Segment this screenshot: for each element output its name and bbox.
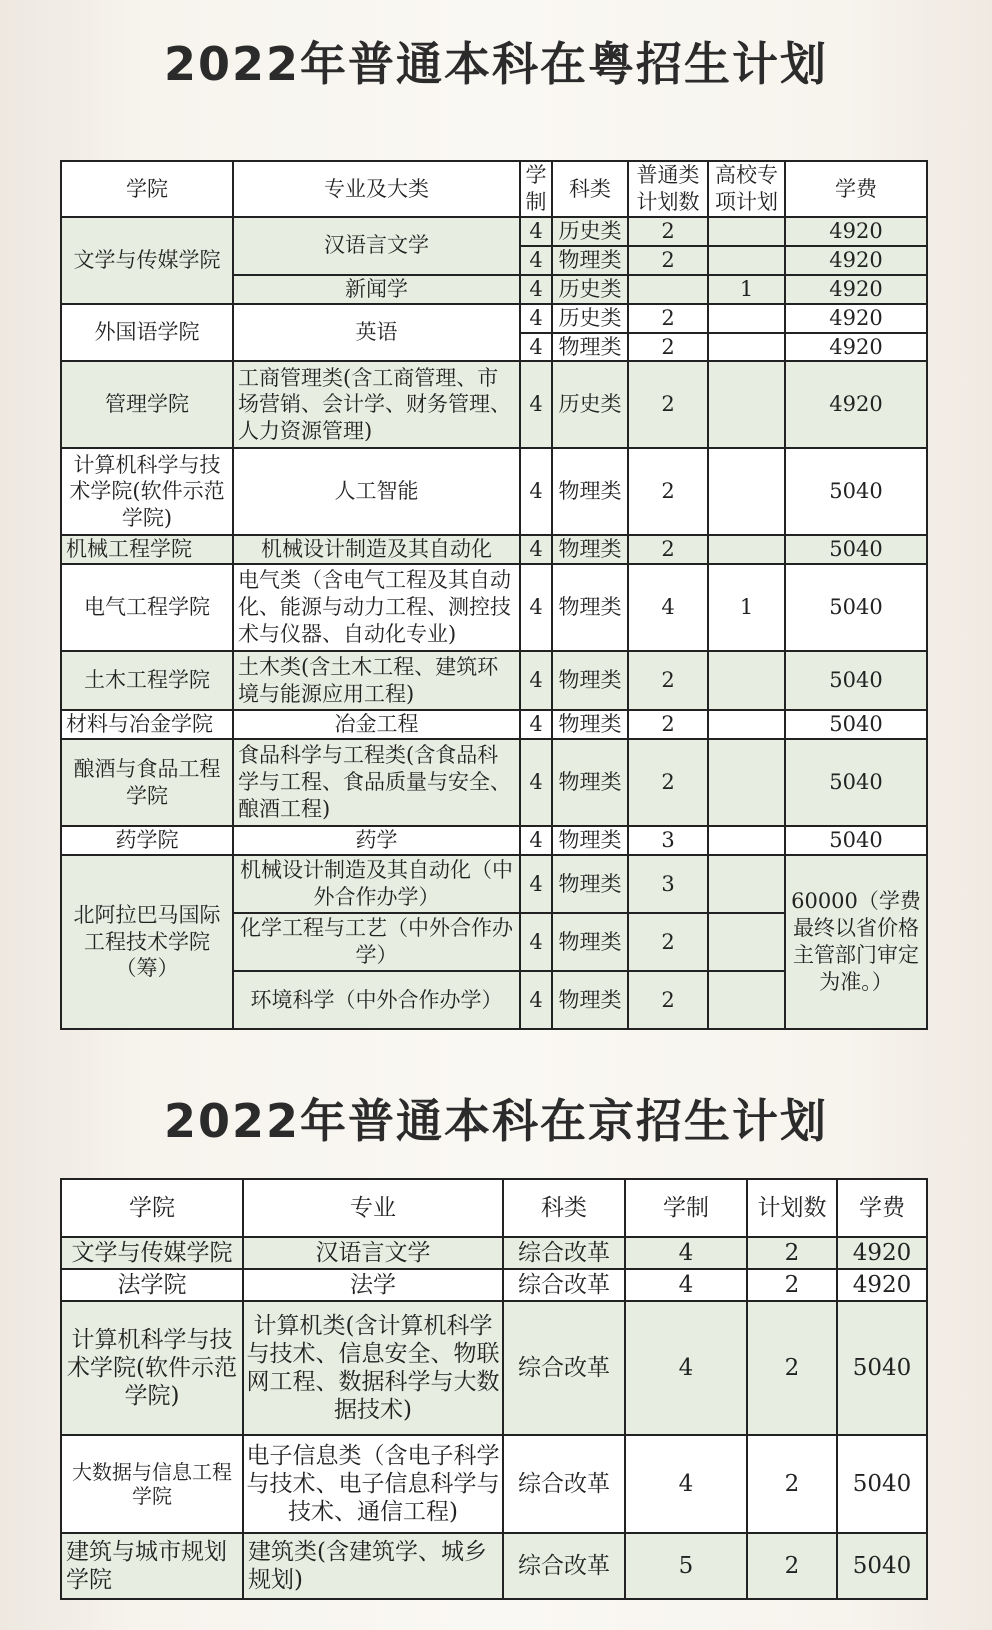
cell-general-plan (628, 275, 708, 304)
cell-special-plan (708, 971, 785, 1029)
header-major: 专业及大类 (233, 161, 520, 217)
table-row (61, 739, 927, 826)
cell-category: 历史类 (552, 304, 628, 333)
cell-category: 物理类 (552, 246, 628, 275)
table-row (61, 448, 927, 535)
cell-special-plan (708, 361, 785, 448)
cell-college: 土木工程学院 (61, 651, 233, 710)
cell-college: 文学与传媒学院 (61, 1237, 243, 1269)
cell-tuition: 5040 (837, 1533, 927, 1599)
header-general-plan: 普通类计划数 (628, 161, 708, 217)
cell-college: 酿酒与食品工程学院 (61, 739, 233, 826)
table-row (61, 710, 927, 739)
cell-category: 物理类 (552, 448, 628, 535)
guangdong-plan-title: 2022年普通本科在粤招生计划 (163, 37, 829, 91)
cell-college: 北阿拉巴马国际工程技术学院（筹） (61, 855, 233, 1029)
cell-years: 4 (520, 333, 552, 362)
cell-college: 法学院 (61, 1269, 243, 1301)
header-years: 学制 (625, 1179, 747, 1237)
cell-years: 4 (520, 217, 552, 246)
cell-tuition: 60000（学费最终以省价格主管部门审定为准。） (785, 855, 927, 1029)
cell-tuition: 5040 (785, 651, 927, 710)
cell-general-plan: 3 (628, 826, 708, 855)
cell-years: 4 (520, 275, 552, 304)
cell-major: 法学 (243, 1269, 503, 1301)
cell-major: 计算机类(含计算机科学与技术、信息安全、物联网工程、数据科学与大数据技术) (243, 1301, 503, 1435)
cell-plan: 2 (747, 1435, 837, 1533)
cell-plan: 2 (747, 1533, 837, 1599)
cell-major: 药学 (233, 826, 520, 855)
cell-years: 4 (520, 361, 552, 448)
table-row (61, 651, 927, 710)
cell-special-plan (708, 333, 785, 362)
cell-years: 4 (520, 739, 552, 826)
table-row (61, 1435, 927, 1533)
cell-category: 物理类 (552, 913, 628, 971)
cell-general-plan: 2 (628, 535, 708, 564)
cell-years: 4 (625, 1301, 747, 1435)
cell-general-plan: 2 (628, 217, 708, 246)
table-row (61, 304, 927, 333)
table-row (61, 361, 927, 448)
table-row (61, 855, 927, 913)
cell-tuition: 4920 (785, 333, 927, 362)
cell-tuition: 5040 (785, 710, 927, 739)
cell-special-plan (708, 651, 785, 710)
header-category: 科类 (552, 161, 628, 217)
cell-special-plan (708, 217, 785, 246)
cell-general-plan: 2 (628, 304, 708, 333)
cell-major: 英语 (233, 304, 520, 362)
cell-years: 4 (520, 246, 552, 275)
cell-major: 电气类（含电气工程及其自动化、能源与动力工程、测控技术与仪器、自动化专业) (233, 564, 520, 651)
cell-major: 土木类(含土木工程、建筑环境与能源应用工程) (233, 651, 520, 710)
cell-tuition: 5040 (785, 826, 927, 855)
cell-tuition: 5040 (837, 1435, 927, 1533)
table-row (61, 1533, 927, 1599)
cell-major: 食品科学与工程类(含食品科学与工程、食品质量与安全、酿酒工程) (233, 739, 520, 826)
cell-college: 机械工程学院 (61, 535, 233, 564)
cell-college: 计算机科学与技术学院(软件示范学院) (61, 448, 233, 535)
cell-years: 4 (520, 448, 552, 535)
cell-special-plan (708, 710, 785, 739)
table-row (61, 1269, 927, 1301)
cell-years: 4 (520, 651, 552, 710)
header-college: 学院 (61, 1179, 243, 1237)
cell-tuition: 4920 (785, 361, 927, 448)
cell-category: 综合改革 (503, 1435, 625, 1533)
beijing-plan-table (60, 1178, 928, 1600)
header-tuition: 学费 (837, 1179, 927, 1237)
cell-college: 外国语学院 (61, 304, 233, 362)
table-row (61, 1301, 927, 1435)
cell-years: 4 (520, 826, 552, 855)
cell-special-plan (708, 826, 785, 855)
cell-category: 物理类 (552, 710, 628, 739)
cell-major: 环境科学（中外合作办学） (233, 971, 520, 1029)
cell-category: 物理类 (552, 855, 628, 913)
cell-years: 4 (520, 855, 552, 913)
cell-category: 综合改革 (503, 1269, 625, 1301)
cell-college: 建筑与城市规划学院 (61, 1533, 243, 1599)
header-college: 学院 (61, 161, 233, 217)
cell-major: 人工智能 (233, 448, 520, 535)
cell-major: 电子信息类（含电子科学与技术、电子信息科学与技术、通信工程) (243, 1435, 503, 1533)
cell-college: 材料与冶金学院 (61, 710, 233, 739)
cell-category: 综合改革 (503, 1301, 625, 1435)
cell-years: 4 (625, 1435, 747, 1533)
cell-category: 物理类 (552, 651, 628, 710)
cell-years: 4 (520, 971, 552, 1029)
cell-tuition: 5040 (785, 739, 927, 826)
cell-major: 机械设计制造及其自动化 (233, 535, 520, 564)
cell-years: 5 (625, 1533, 747, 1599)
cell-category: 物理类 (552, 333, 628, 362)
cell-special-plan (708, 246, 785, 275)
cell-college: 电气工程学院 (61, 564, 233, 651)
cell-general-plan: 2 (628, 448, 708, 535)
header-years: 学制 (520, 161, 552, 217)
cell-category: 物理类 (552, 826, 628, 855)
header-category: 科类 (503, 1179, 625, 1237)
header-major: 专业 (243, 1179, 503, 1237)
cell-tuition: 5040 (837, 1301, 927, 1435)
cell-tuition: 4920 (785, 304, 927, 333)
cell-major: 汉语言文学 (233, 217, 520, 275)
cell-tuition: 4920 (837, 1237, 927, 1269)
table-row (61, 1237, 927, 1269)
cell-tuition: 4920 (785, 246, 927, 275)
cell-tuition: 5040 (785, 535, 927, 564)
cell-category: 物理类 (552, 739, 628, 826)
cell-college: 文学与传媒学院 (61, 217, 233, 304)
cell-category: 综合改革 (503, 1237, 625, 1269)
cell-general-plan: 2 (628, 651, 708, 710)
cell-category: 历史类 (552, 361, 628, 448)
header-plan: 计划数 (747, 1179, 837, 1237)
cell-tuition: 5040 (785, 448, 927, 535)
cell-major: 冶金工程 (233, 710, 520, 739)
table-row (61, 217, 927, 246)
cell-category: 历史类 (552, 275, 628, 304)
cell-years: 4 (520, 913, 552, 971)
header-special-plan: 高校专项计划 (708, 161, 785, 217)
table-header-row (61, 1179, 927, 1237)
cell-college: 药学院 (61, 826, 233, 855)
cell-special-plan: 1 (708, 275, 785, 304)
cell-general-plan: 4 (628, 564, 708, 651)
cell-special-plan (708, 739, 785, 826)
cell-years: 4 (625, 1269, 747, 1301)
cell-major: 新闻学 (233, 275, 520, 304)
cell-major: 工商管理类(含工商管理、市场营销、会计学、财务管理、人力资源管理) (233, 361, 520, 448)
cell-special-plan (708, 855, 785, 913)
cell-plan: 2 (747, 1301, 837, 1435)
cell-years: 4 (520, 535, 552, 564)
cell-general-plan: 3 (628, 855, 708, 913)
cell-special-plan (708, 448, 785, 535)
cell-tuition: 5040 (785, 564, 927, 651)
guangdong-plan-table (60, 160, 928, 1030)
cell-years: 4 (520, 564, 552, 651)
cell-years: 4 (520, 710, 552, 739)
cell-general-plan: 2 (628, 739, 708, 826)
cell-general-plan: 2 (628, 361, 708, 448)
table-row (61, 535, 927, 564)
beijing-plan-title: 2022年普通本科在京招生计划 (163, 1094, 829, 1148)
cell-category: 历史类 (552, 217, 628, 246)
cell-general-plan: 2 (628, 333, 708, 362)
cell-major: 汉语言文学 (243, 1237, 503, 1269)
table-header-row (61, 161, 927, 217)
cell-category: 物理类 (552, 971, 628, 1029)
cell-college: 计算机科学与技术学院(软件示范学院) (61, 1301, 243, 1435)
cell-years: 4 (625, 1237, 747, 1269)
cell-general-plan: 2 (628, 246, 708, 275)
cell-major: 建筑类(含建筑学、城乡规划) (243, 1533, 503, 1599)
cell-category: 物理类 (552, 564, 628, 651)
cell-tuition: 4920 (785, 275, 927, 304)
cell-plan: 2 (747, 1269, 837, 1301)
cell-major: 化学工程与工艺（中外合作办学） (233, 913, 520, 971)
cell-special-plan: 1 (708, 564, 785, 651)
cell-college: 管理学院 (61, 361, 233, 448)
cell-years: 4 (520, 304, 552, 333)
cell-general-plan: 2 (628, 710, 708, 739)
cell-special-plan (708, 304, 785, 333)
cell-category: 综合改革 (503, 1533, 625, 1599)
cell-general-plan: 2 (628, 913, 708, 971)
cell-major: 机械设计制造及其自动化（中外合作办学） (233, 855, 520, 913)
table-row (61, 564, 927, 651)
cell-tuition: 4920 (785, 217, 927, 246)
cell-special-plan (708, 913, 785, 971)
cell-special-plan (708, 535, 785, 564)
cell-college: 大数据与信息工程学院 (61, 1435, 243, 1533)
cell-tuition: 4920 (837, 1269, 927, 1301)
header-tuition: 学费 (785, 161, 927, 217)
cell-plan: 2 (747, 1237, 837, 1269)
cell-category: 物理类 (552, 535, 628, 564)
cell-general-plan: 2 (628, 971, 708, 1029)
table-row (61, 826, 927, 855)
